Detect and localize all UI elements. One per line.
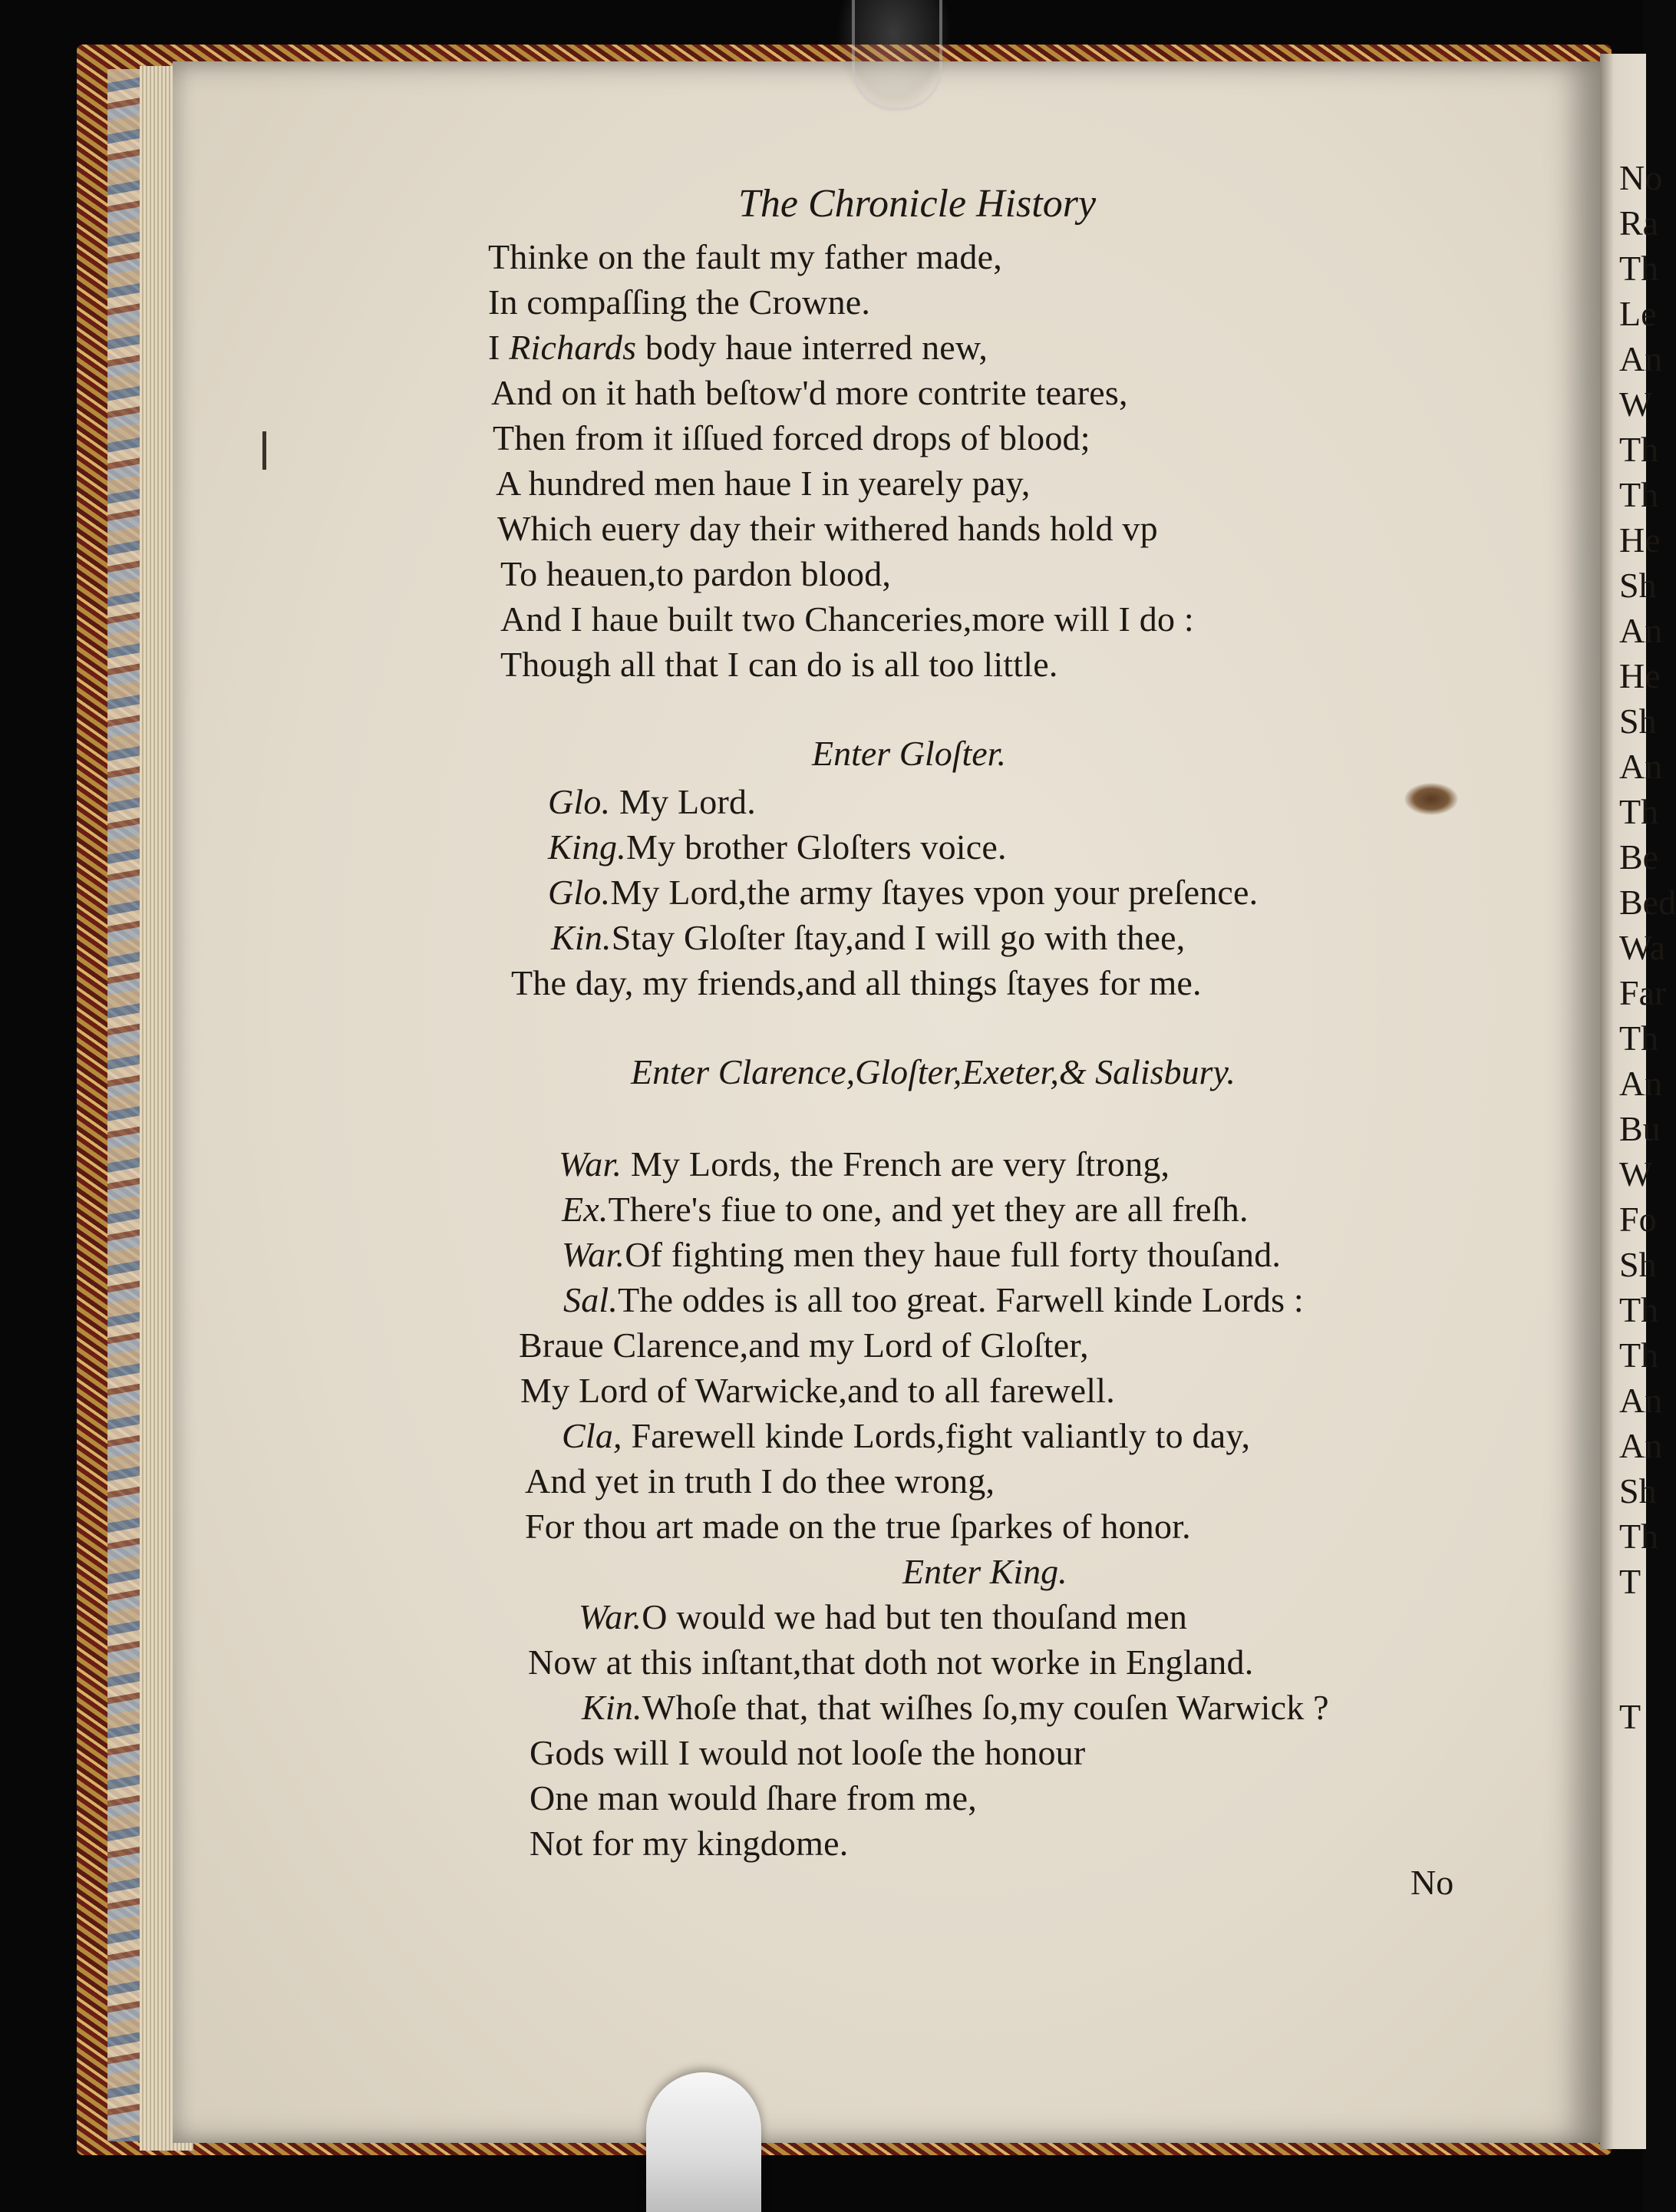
speaker-name: Cla, — [562, 1416, 622, 1455]
verse-italic-name: Richards — [509, 328, 637, 367]
speech-text: My Lords, the French are very ſtrong, — [622, 1144, 1170, 1184]
speech-text: My Lord of Warwicke,and to all farewell. — [520, 1371, 1115, 1410]
speech-line — [579, 1596, 1187, 1637]
facing-page-fragment: Th — [1619, 1517, 1659, 1556]
catchword: No — [1410, 1863, 1454, 1902]
facing-page-fragment: Ra — [1619, 203, 1659, 243]
speech-text: My Lord,the army ſtayes vpon your preſence. — [610, 873, 1259, 912]
speech-line — [525, 1506, 1191, 1547]
verse-line: Though all that I can do is all too little. — [500, 645, 1058, 684]
speech-line — [548, 872, 1258, 913]
speech-text: One man would ſhare from me, — [530, 1778, 977, 1817]
facing-page-fragment: An — [1619, 1426, 1663, 1465]
speech-line — [562, 1189, 1249, 1230]
facing-page-fragment: W — [1619, 385, 1653, 424]
speaker-name: War. — [559, 1144, 622, 1184]
facing-page-fragment: Bed — [1619, 883, 1676, 922]
speaker-name: Sal. — [563, 1280, 619, 1319]
facing-page-fragment: Sh — [1619, 1471, 1657, 1510]
verse-line: A hundred men haue I in yearely pay, — [496, 464, 1031, 503]
speech-text: Whoſe that, that wiſhes ſo,my couſen Warwick ? — [642, 1688, 1329, 1727]
top-page-clip — [836, 0, 952, 115]
verse-line — [488, 327, 988, 368]
facing-page-fragment: Bu — [1619, 1109, 1661, 1148]
facing-page-fragment: Sh — [1619, 1245, 1657, 1284]
facing-page-fragment: Sh — [1619, 702, 1657, 741]
verse-line: In compaſſing the Crowne. — [488, 282, 871, 322]
speech-line — [530, 1778, 977, 1818]
facing-page-fragment: T — [1619, 1697, 1641, 1736]
speaker-name: King. — [548, 827, 626, 867]
facing-page-fragment: No — [1619, 158, 1663, 197]
speaker-name: Glo. — [548, 782, 611, 821]
facing-page-fragment: Th — [1619, 792, 1659, 831]
verse-line: Then from it iſſued forced drops of blood; — [493, 418, 1090, 457]
ink-stain — [1404, 783, 1458, 815]
facing-page-fragment: An — [1619, 1064, 1663, 1103]
speaker-name: War. — [562, 1235, 625, 1274]
running-head: The Chronicle History — [738, 182, 1097, 226]
speech-line — [530, 1732, 1085, 1773]
stage-direction: Enter King. — [902, 1552, 1067, 1591]
verse-line: Thinke on the fault my father made, — [488, 237, 1002, 276]
facing-page-fragment: He — [1619, 520, 1661, 560]
facing-page-fragment: An — [1619, 339, 1663, 378]
speech-line — [525, 1461, 995, 1501]
speech-text: Braue Clarence,and my Lord of Gloſter, — [519, 1326, 1089, 1365]
speech-line — [559, 1144, 1170, 1184]
speech-text: For thou art made on the true ſparkes of honor. — [525, 1507, 1191, 1546]
facing-page-fragment: An — [1619, 611, 1663, 650]
speaker-name: Glo. — [548, 873, 611, 912]
margin-mark — [262, 431, 266, 470]
speech-text: The day, my friends,and all things ſtayes for me. — [511, 963, 1202, 1002]
facing-page-fragment: An — [1619, 1381, 1663, 1420]
speech-text: Farewell kinde Lords,fight valiantly to day, — [622, 1416, 1251, 1455]
speech-line — [528, 1642, 1253, 1682]
speech-line — [562, 1234, 1281, 1275]
speech-line — [511, 962, 1202, 1003]
stage-direction: Enter Clarence,Gloſter,Exeter,& Salisbury. — [631, 1052, 1236, 1091]
facing-page-fragment: Sh — [1619, 566, 1657, 605]
speaker-name: War. — [579, 1597, 642, 1636]
speech-text: My brother Gloſters voice. — [625, 827, 1007, 867]
speech-line — [563, 1279, 1304, 1320]
facing-page-fragment: Wa — [1619, 928, 1666, 967]
facing-page-fragment: Th — [1619, 1290, 1659, 1329]
speech-line — [530, 1823, 848, 1864]
verse-line: And I haue built two Chanceries,more will I do : — [500, 599, 1194, 639]
speech-text: Now at this inſtant,that doth not worke in England. — [528, 1642, 1254, 1682]
speech-text: Of fighting men they haue full forty thouſand. — [625, 1235, 1282, 1274]
speech-line — [519, 1325, 1089, 1365]
facing-page-fragment: T — [1619, 1562, 1641, 1601]
verse-text: I — [488, 328, 510, 367]
facing-page-fragment: Th — [1619, 249, 1659, 288]
facing-page-fragment: He — [1619, 656, 1661, 695]
facing-page-fragment: Le — [1619, 294, 1657, 333]
speech-text: Not for my kingdome. — [530, 1824, 849, 1863]
speech-text: O would we had but ten thouſand men — [642, 1597, 1188, 1636]
facing-page-fragment: W — [1619, 1154, 1653, 1193]
facing-page-fragment: Far — [1619, 973, 1667, 1012]
speech-text: Stay Gloſter ſtay,and I will go with thee, — [611, 918, 1186, 957]
speech-text: Gods will I would not looſe the honour — [530, 1733, 1086, 1772]
speech-line — [548, 827, 1007, 867]
speech-text: My Lord. — [610, 782, 756, 821]
verse-line: To heauen,to pardon blood, — [500, 554, 892, 593]
verse-text: body haue interred new, — [636, 328, 988, 367]
speech-line — [582, 1687, 1329, 1728]
speech-text: There's fiue to one, and yet they are all freſh. — [608, 1190, 1249, 1229]
facing-page-fragment: Th — [1619, 1335, 1659, 1375]
speech-line — [551, 917, 1185, 958]
facing-page-fragment: An — [1619, 747, 1663, 786]
speech-line — [562, 1415, 1250, 1456]
speech-text: The oddes is all too great. Farwell kinde Lords : — [618, 1280, 1304, 1319]
speaker-name: Ex. — [562, 1190, 609, 1229]
verse-line: And on it hath beſtow'd more contrite teares, — [491, 373, 1128, 412]
speech-line — [548, 781, 756, 822]
speaker-name: Kin. — [551, 918, 612, 957]
speaker-name: Kin. — [582, 1688, 642, 1727]
facing-page-fragment: Th — [1619, 430, 1659, 469]
bottom-page-clip — [646, 2072, 761, 2212]
facing-page-fragment: Fo — [1619, 1200, 1657, 1239]
facing-page-edge — [1600, 54, 1676, 2149]
stage-direction: Enter Gloſter. — [812, 734, 1006, 773]
speech-line — [520, 1370, 1115, 1411]
facing-page-fragment: Be — [1619, 837, 1659, 877]
speech-text: And yet in truth I do thee wrong, — [525, 1461, 995, 1501]
facing-page-fragment: Th — [1619, 475, 1659, 514]
verse-line: Which euery day their withered hands hold vp — [497, 509, 1158, 548]
facing-page-fragment: Th — [1619, 1019, 1659, 1058]
